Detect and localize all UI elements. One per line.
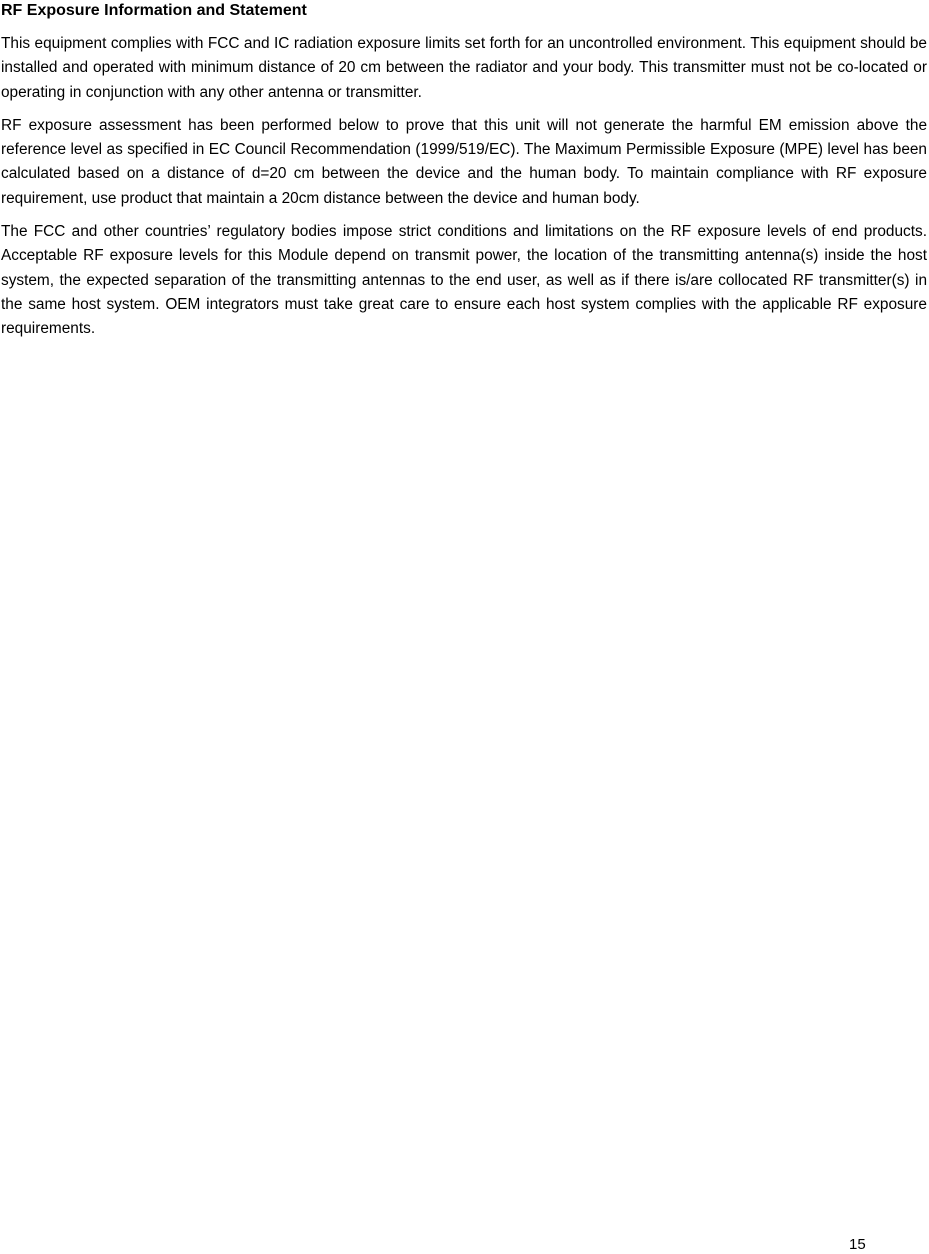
- paragraph-compliance: This equipment complies with FCC and IC radiation exposure limits set forth for an uncontrolled environment. This equipment should be installed and operated with minimum distance of 20 cm between the radiator and your body. This transmitter must not be co-located or operating in conjunction with any other antenna or transmitter.: [1, 35, 927, 101]
- paragraph-assessment: RF exposure assessment has been performed below to prove that this unit will not generate the harmful EM emission above the reference level as specified in EC Council Recommendation (1999/519/EC). The Maximum Permissible Exposure (MPE) level has been calculated based on a distance of d=20 cm between the device and the human body. To maintain compliance with RF exposure requirement, use product that maintain a 20cm distance between the device and human body.: [1, 116, 927, 207]
- paragraph-regulatory: The FCC and other countries’ regulatory bodies impose strict conditions and limitations on the RF exposure levels of end products. Acceptable RF exposure levels for this Module depend on transmit power, the location of the transmitting antenna(s) inside the host system, the expected separation of the transmitting antennas to the end user, as well as if there is/are collocated RF transmitter(s) in the same host system. OEM integrators must take great care to ensure each host system complies with the applicable RF exposure requirements.: [1, 223, 927, 338]
- page-number: 15: [849, 1236, 866, 1253]
- section-heading: RF Exposure Information and Statement: [1, 2, 307, 19]
- document-body: [1, 0, 927, 351]
